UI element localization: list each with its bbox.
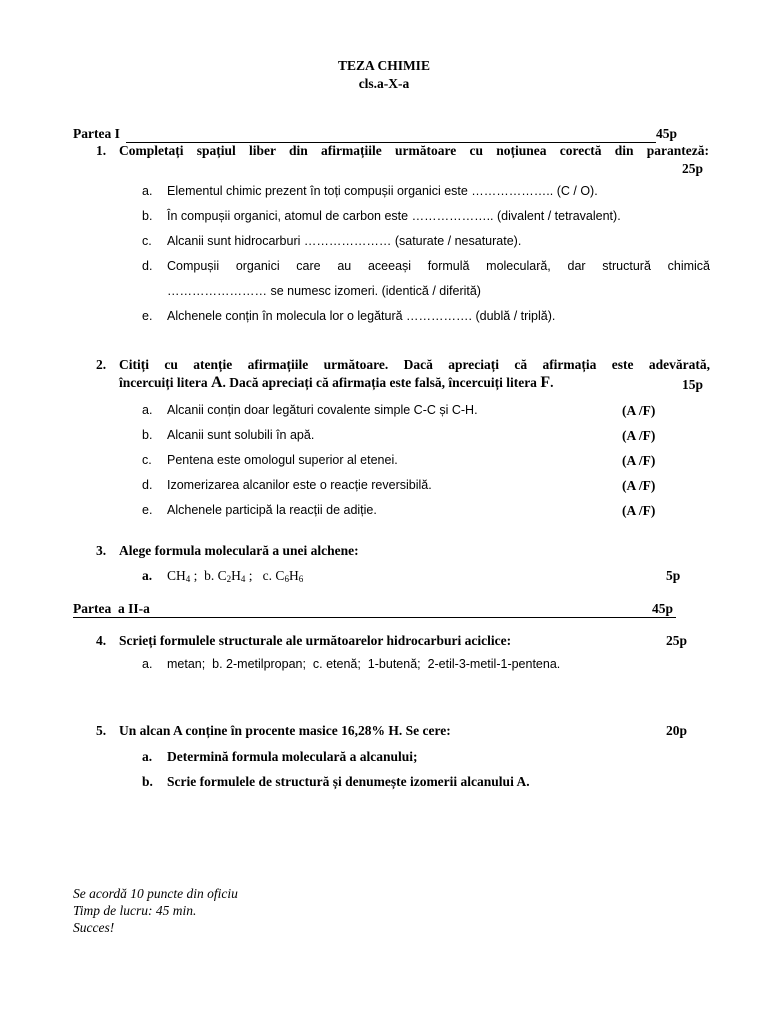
q4-item-text: metan; b. 2-metilpropan; c. etenă; 1-butenă; 2-etil-3-metil-1-pentena. <box>167 657 561 671</box>
q2-item-text: Alcanii conțin doar legături covalente simple C-C și C-H. <box>167 403 478 417</box>
q5-points: 20p <box>666 723 688 738</box>
q5-item-text: Determină formula moleculară a alcanului; <box>167 749 418 764</box>
q2-text-line2: încercuiți litera A. Dacă apreciați că afirmația este falsă, încercuiți litera F. <box>119 374 554 391</box>
q2-item-letter: d. <box>142 478 153 492</box>
q5-number: 5. <box>96 723 107 738</box>
q5-text: Un alcan A conține în procente masice 16,28% H. Se cere: <box>119 723 451 738</box>
q1-item-text-cont: …………………… se numesc izomeri. (identică / diferită) <box>167 284 481 298</box>
q1-item-letter: a. <box>142 184 153 198</box>
q1-points: 25p <box>682 161 704 176</box>
q3-number: 3. <box>96 543 107 558</box>
q5-item-letter: a. <box>142 749 153 764</box>
q1-item-letter: c. <box>142 234 152 248</box>
q4-item-letter: a. <box>142 657 153 671</box>
class-label: cls.a-X-a <box>358 76 410 91</box>
q2-item-letter: b. <box>142 428 153 442</box>
q2-item-letter: a. <box>142 403 153 417</box>
q3-item-letter: a. <box>142 568 153 583</box>
q4-points: 25p <box>666 633 688 648</box>
part2-rule <box>73 617 676 618</box>
q3-text: Alege formula moleculară a unei alchene: <box>119 543 359 558</box>
q2-number: 2. <box>96 357 107 372</box>
part1-points: 45p <box>656 126 678 141</box>
q2-item-letter: c. <box>142 453 152 467</box>
q2-item-text: Alcanii sunt solubili în apă. <box>167 428 315 442</box>
q1-item-text: Alcanii sunt hidrocarburi ………………… (saturate / nesaturate). <box>167 234 522 248</box>
footer-time: Timp de lucru: 45 min. <box>73 903 197 918</box>
part1-label: Partea I <box>73 126 120 141</box>
q1-item-letter: b. <box>142 209 153 223</box>
q2-text: Citiți cu atenție afirmațiile următoare. Dacă apreciați că afirmația este adevărată, <box>119 357 710 372</box>
document-title: TEZA CHIMIE <box>338 58 430 73</box>
footer-points-note: Se acordă 10 puncte din oficiu <box>73 886 238 901</box>
q3-points: 5p <box>666 568 681 583</box>
part2-label: Partea a II-a <box>73 601 150 616</box>
q4-text: Scrieți formulele structurale ale următoarelor hidrocarburi aciclice: <box>119 633 512 648</box>
q2-item-answer: (A /F) <box>622 428 656 443</box>
q1-item-letter: d. <box>142 259 153 273</box>
q1-item-text: Elementul chimic prezent în toți compușii organici este ……………….. (C / O). <box>167 184 598 198</box>
q2-points: 15p <box>682 377 704 392</box>
q2-item-answer: (A /F) <box>622 453 656 468</box>
q1-item-letter: e. <box>142 309 153 323</box>
part2-points: 45p <box>652 601 674 616</box>
q3-formulas: $CH_4$ ; b. $C_2H_4$ ; c. $C_6H_6$ <box>167 568 304 584</box>
q1-number: 1. <box>96 143 107 158</box>
q2-item-letter: e. <box>142 503 153 517</box>
q1-text: Completați spațiul liber din afirmațiile următoare cu noțiunea corectă din paranteză: <box>119 143 709 158</box>
q1-item-text: Alchenele conțin în molecula lor o legătură ……………. (dublă / triplă). <box>167 309 556 323</box>
q2-item-answer: (A /F) <box>622 503 656 518</box>
q4-number: 4. <box>96 633 107 648</box>
footer-good-luck: Succes! <box>73 920 115 935</box>
q5-item-text: Scrie formulele de structură și denumește izomerii alcanului A. <box>167 774 530 789</box>
q1-item-text: În compușii organici, atomul de carbon este ……………….. (divalent / tetravalent). <box>167 209 621 223</box>
q2-item-text: Izomerizarea alcanilor este o reacție reversibilă. <box>167 478 432 492</box>
q2-item-text: Pentena este omologul superior al etenei. <box>167 453 398 467</box>
q2-item-text: Alchenele participă la reacții de adiție. <box>167 503 377 517</box>
q5-item-letter: b. <box>142 774 153 789</box>
q2-item-answer: (A /F) <box>622 403 656 418</box>
q1-item-text: Compușii organici care au aceeași formulă moleculară, dar structură chimică <box>167 259 710 273</box>
q2-item-answer: (A /F) <box>622 478 656 493</box>
